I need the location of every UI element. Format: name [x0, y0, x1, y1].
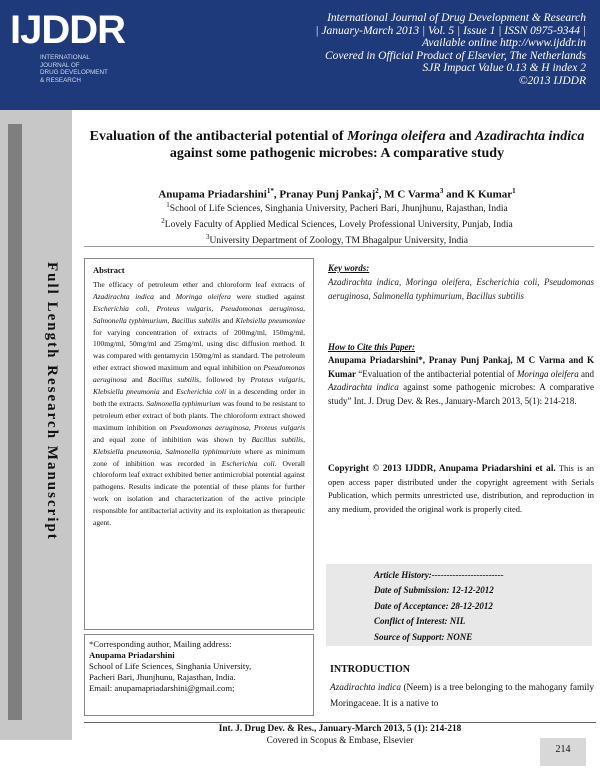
conflict-of-interest: Conflict of Interest: NIL — [374, 616, 466, 627]
citation-heading: How to Cite this Paper: — [328, 342, 416, 352]
history-heading: Article History:------------------------ — [374, 570, 504, 580]
side-banner — [0, 110, 72, 740]
journal-header — [0, 0, 600, 110]
keywords-text: Azadirachta indica, Moringa oleifera, Escherichia coli, Pseudomonas aeruginosa, Salmonella typhimurium, Bacillus subtilis — [328, 277, 594, 301]
correspondence-label: *Corresponding author, Mailing address: — [89, 639, 232, 649]
paper-title: Evaluation of the antibacterial potential of Moringa oleifera and Azadirachta indica against some pathogenic microbes: A comparative study — [89, 129, 585, 161]
correspondence-email: Email: anupamapriadarshini@gmail.com; — [89, 682, 235, 693]
correspondence-box — [84, 634, 314, 716]
correspondence-address: School of Life Sciences, Singhania University, — [89, 660, 252, 671]
journal-info — [146, 12, 586, 88]
affiliation: $^2$Lovely Faculty of Applied Medical Sciences, Lovely Professional University, Punjab, India — [161, 217, 513, 231]
source-of-support: Source of Support: NONE — [374, 631, 473, 642]
affiliation: $^1$School of Life Sciences, Singhania University, Pacheri Bari, Jhunjhunu, Rajasthan, India — [166, 201, 508, 215]
journal-impact: SJR Impact Value 0.13 & H index 2 — [422, 62, 586, 75]
journal-issue: | January-March 2013 | Vol. 5 | Issue 1 | ISSN 0975-9344 | — [315, 24, 586, 37]
journal-name: International Journal of Drug Development & Research — [327, 12, 586, 24]
abstract-text: The efficacy of petroleum ether and chloroform leaf extracts of Azadirachta indica and Moringa oleifera were studied against Escherichia coli, Proteus vulgaris, Pseudomonas aeruginosa, Salmonella typhimurium, Bacillus subtilis and Klebsiella pneumoniae for varying concentration of extracts of 200mg/ml, 150mg/ml, 100mg/ml, 50mg/ml and 25mg/ml, using disc diffusion method. It was compared with gentamycin 150mg/ml as standard. The petroleum ether extract showed maximum and equal inhibition on Pseudomonas aeruginosa and Bacillus subtilis, followed by Proteus vulgaris, Klebsiella pneumonia and Escherichia coli in a descending order in both the extracts. Salmonella typhimurium was found to be resistant to petroleum ether extract of both plants. The chloroform extract showed maximum inhibition on Pseudomonas aeruginosa, Proteus vulgaris and equal zone of inhibition was shown by Bacillus subtilis, Klebsiella pneumonia, Salmonella typhimurium where as minimum zone of inhibition was recorded in Escherichia coli. Overall chloroform leaf extract exhibited better antimicrobial potential against pathogens. Results indicate the potential of these plants for further work on isolation and characterization of the active principle responsible for antibacterial activity and its exploitation as therapeutic agent. — [93, 279, 306, 528]
footer-citation: Int. J. Drug Dev. & Res., January-March 2013, 5 (1): 214-218 — [218, 724, 462, 734]
citation-text: Anupama Priadarshini*, Pranay Punj Pankaj, M C Varma and K Kumar “Evaluation of the antibacterial potential of Moringa oleifera and Azadirachta indica against some pathogenic microbes: A comparative study” Int. J. Drug Dev. & Res., January-March 2013, 5(1): 214-218. — [328, 355, 595, 407]
correspondence-address: Pacheri Bari, Jhunjhunu, Rajasthan, India. — [89, 671, 236, 682]
page-number: 214 — [540, 738, 586, 766]
abstract-box — [84, 258, 314, 630]
logo-mark: IJDDR — [10, 8, 126, 52]
divider — [84, 246, 594, 247]
journal-logo — [10, 8, 126, 104]
abstract-heading: Abstract — [93, 265, 125, 275]
journal-url: Available online http://www.ijddr.in — [422, 37, 586, 50]
page-footer — [84, 724, 596, 747]
author-list: Anupama Priadarshini$^{1*}$, Pranay Punj Pankaj$^2$, M C Varma$^3$ and K Kumar$^1$ — [158, 187, 516, 201]
submission-date: Date of Submission: 12-12-2012 — [374, 585, 494, 596]
acceptance-date: Date of Acceptance: 28-12-2012 — [374, 600, 493, 611]
journal-coverage: Covered in Official Product of Elsevier, The Netherlands — [324, 49, 586, 62]
affiliation: $^3$University Department of Zoology, TM Bhagalpur University, India — [206, 233, 468, 247]
keywords-heading: Key words: — [328, 263, 370, 273]
footer-coverage: Covered in Scopus & Embase, Elsevier — [266, 735, 414, 746]
footer-divider — [84, 722, 596, 723]
correspondence-name: Anupama Priadarshini — [89, 649, 175, 660]
logo-subtitle: INTERNATIONAL JOURNAL OF DRUG DEVELOPMENT & RESEARCH — [40, 54, 108, 84]
side-strip — [8, 124, 22, 720]
copyright-notice: Copyright © 2013 IJDDR, Anupama Priadarshini et al. This is an open access paper distributed under the copyright agreement with Serials Publication, which permits unrestricted use, distribution, and reproduction in any medium, provided the original work is properly cited. — [328, 464, 594, 514]
article-history-box — [326, 564, 592, 646]
journal-copyright: ©2013 IJDDR — [518, 74, 586, 87]
affiliations — [84, 199, 590, 247]
introduction-text: Azadirachta indica (Neem) is a tree belonging to the mahogany family Moringaceae. It is a native to — [330, 683, 594, 709]
introduction-heading: INTRODUCTION — [330, 664, 411, 675]
